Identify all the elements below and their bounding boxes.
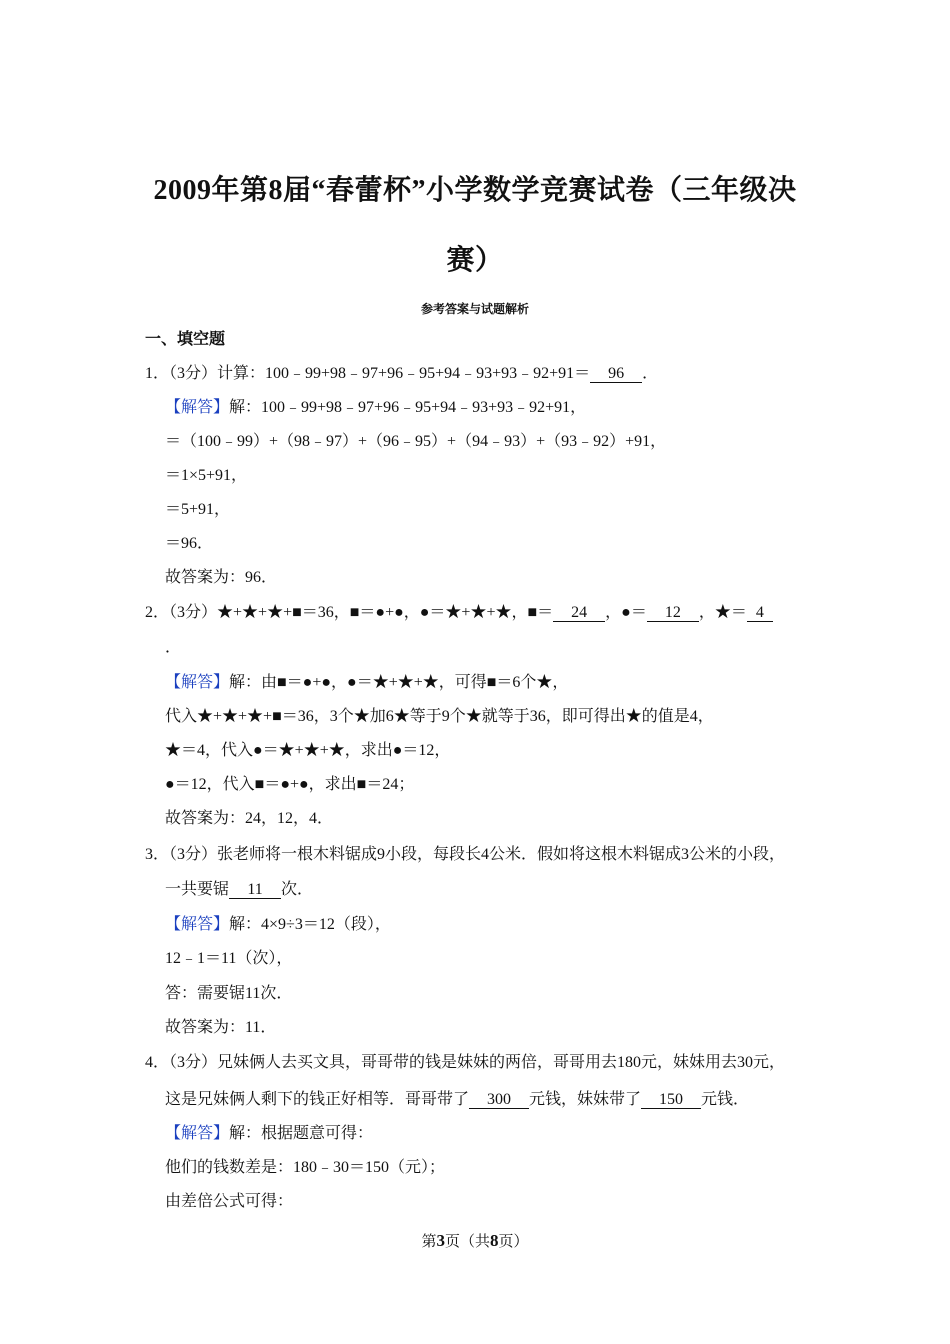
solution-line: 12﹣1＝11（次）， [165,950,293,967]
solution-line: 代入★+★+★+■＝36，3个★加6★等于9个★就等于36，即可得出★的值是4， [165,708,714,725]
question-number: 4． [145,1054,170,1071]
solution-line: 他们的钱数差是：180﹣30＝150（元）； [165,1159,446,1176]
answer-blank: 11 [229,882,281,899]
question-stem: （3分）张老师将一根木料锯成9小段，每段长4公米．假如将这根木料锯成3公米的小段， [169,846,786,863]
answer-blank: 150 [641,1092,701,1109]
footer-text: 第 [421,1234,437,1250]
final-answer: 故答案为：24，12，4． [165,810,334,827]
total-pages: 8 [490,1231,499,1250]
question-stem: （3分）计算：100﹣99+98﹣97+96﹣95+94﹣93+93﹣92+91＝ [169,365,591,382]
question-3-continued [165,880,313,900]
question-4 [145,1053,785,1073]
solution-line: ＝1×5+91， [165,467,248,484]
answer-blank: 12 [647,605,699,622]
footer-text: 页（共 [444,1234,490,1250]
solution-line: 答：需要锯11次． [165,985,293,1002]
punctuation: ． [642,365,659,382]
document-title-line1: 2009年第8届“春蕾杯”小学数学竞赛试卷（三年级决 [153,175,797,206]
solution-label: 【解答】 [165,674,230,691]
page-footer [0,1230,950,1251]
solution-line: 由差倍公式可得： [165,1193,294,1210]
answer-blank: 24 [553,605,605,622]
solution-text: 解：100﹣99+98﹣97+96﹣95+94﹣93+93﹣92+91， [229,399,587,416]
question-stem-part: 一共要锯 [165,881,230,898]
answer-blank: 4 [747,605,773,622]
document-title-line2: 赛） [446,245,504,276]
solution-line [165,1124,373,1144]
solution-line [165,673,568,693]
question-stem-part: ，●＝ [605,604,647,621]
solution-text: 解：4×9÷3＝12（段）， [229,916,391,933]
question-stem: （3分）★+★+★+■＝36，■＝●+●，●＝★+★+★，■＝ [169,604,554,621]
solution-label: 【解答】 [165,916,230,933]
solution-label: 【解答】 [165,399,230,416]
section-heading: 一、填空题 [145,331,226,348]
question-stem-part: 元钱． [701,1091,750,1108]
solution-line [165,915,391,935]
question-stem-part: 次． [281,881,314,898]
solution-line: ★＝4，代入●＝★+★+★，求出●＝12， [165,742,451,759]
answer-blank: 96 [590,366,642,383]
question-number: 2． [145,604,170,621]
question-stem-part: 这是兄妹俩人剩下的钱正好相等．哥哥带了 [165,1091,470,1108]
subtitle: 参考答案与试题解析 [420,302,529,316]
question-1 [145,364,658,384]
question-stem: （3分）兄妹俩人去买文具，哥哥带的钱是妹妹的两倍，哥哥用去180元，妹妹用去30元， [169,1054,786,1071]
question-stem-part: ，★＝ [698,604,747,621]
solution-label: 【解答】 [165,1125,230,1142]
final-answer: 故答案为：96． [165,569,278,586]
question-2 [145,603,773,623]
question-number: 1． [145,365,170,382]
solution-line: ●＝12，代入■＝●+●，求出■＝24； [165,776,415,793]
page-number: 3 [436,1231,445,1250]
question-4-continued [165,1090,749,1110]
solution-text: 解：根据题意可得： [229,1125,374,1142]
final-answer: 故答案为：11． [165,1019,277,1036]
footer-text: 页） [498,1234,529,1250]
punctuation: ． [165,639,182,656]
solution-line: ＝96． [165,535,214,552]
solution-text: 解：由■＝●+●，●＝★+★+★，可得■＝6个★， [229,674,569,691]
question-stem-part: 元钱，妹妹带了 [529,1091,642,1108]
solution-line: ＝（100﹣99）+（98﹣97）+（96﹣95）+（94﹣93）+（93﹣92）+91， [165,433,667,450]
answer-blank: 300 [469,1092,529,1109]
solution-line [165,398,586,418]
solution-line: ＝5+91， [165,501,231,518]
question-3 [145,845,785,865]
question-number: 3． [145,846,170,863]
